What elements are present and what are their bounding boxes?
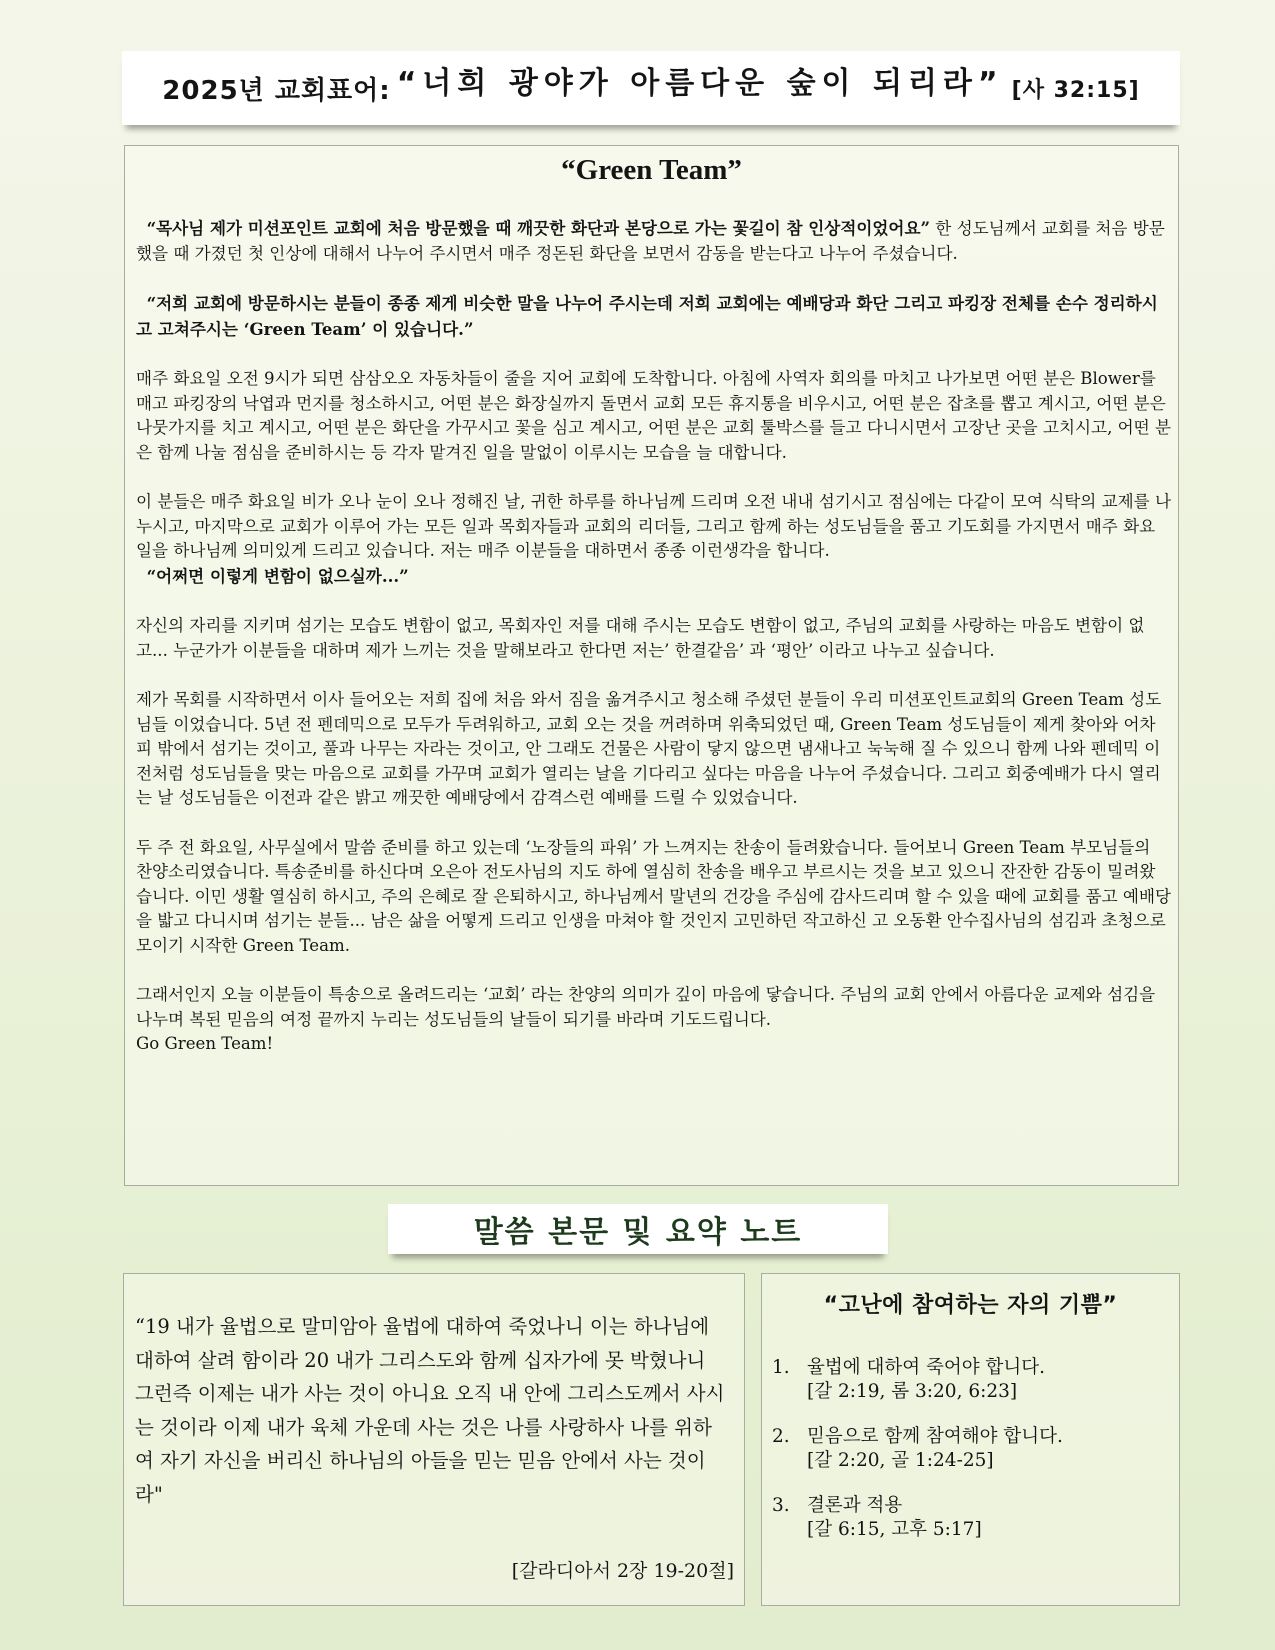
motto-reference: [사 32:15] — [1011, 77, 1140, 103]
sermon-point-text: 믿음으로 함께 참여해야 합니다. — [807, 1426, 1063, 1447]
article-paragraph-8-text: 그래서인지 오늘 이분들이 특송으로 올려드리는 ‘교회’ 라는 찬양의 의미가 깊이 마음에 닿습니다. 주님의 교회 안에서 아름다운 교제와 섬김을 나누며 복된 믿음의 여정 끝까지 누리는 성도님들의 날들이 되기를 바라며 기도드립니다. — [136, 985, 1156, 1029]
article-quote-1: “목사님 제가 미션포인트 교회에 처음 방문했을 때 깨끗한 화단과 본당으로 가는 꽃길이 참 인상적이었어요” — [146, 218, 931, 238]
sermon-point-number: 2. — [772, 1426, 790, 1447]
article-paragraph-7: 두 주 전 화요일, 사무실에서 말씀 준비를 하고 있는데 ‘노장들의 파워’ 가 느껴지는 찬송이 들려왔습니다. 들어보니 Green Team 부모님들의 찬양소리였습니다. 특송준비를 하신다며 오은아 전도사님의 지도 하에 열심히 찬송을 배우고 부르시는 것을 보고 있으니 잔잔한 감동이 밀려왔습니다. 이민 생활 열심히 하시고, 주의 은혜로 잘 은퇴하시고, 하나님께서 말년의 건강을 주심에 감사드리며 할 수 있을 때에 교회를 품고 예배당을 밟고 다니시며 섬기는 분들... 남은 삶을 어떻게 드리고 인생을 마쳐야 할 것인지 고민하던 작고하신 고 오동환 안수집사님의 섬김과 초청으로 모이기 시작한 Green Team. — [136, 837, 1171, 955]
sermon-point — [772, 1356, 1167, 1404]
sermon-title: “고난에 참여하는 자의 기쁨” — [823, 1293, 1118, 1318]
motto-banner — [122, 51, 1180, 125]
section-title: 말씀 본문 및 요약 노트 — [388, 1204, 888, 1254]
sermon-points-list — [772, 1356, 1167, 1563]
sermon-point-number: 1. — [772, 1357, 790, 1378]
sermon-point-text: 결론과 적용 — [807, 1495, 903, 1516]
motto-year-label: 2025년 교회표어: — [162, 75, 391, 106]
article-paragraph-1-text: 한 성도님께서 교회를 처음 방문했을 때 가졌던 첫 인상에 대해서 나누어 주시면서 매주 정돈된 화단을 보면서 감동을 받는다고 나누어 주셨습니다. — [136, 219, 1165, 263]
sermon-point — [772, 1494, 1167, 1542]
article-paragraph-6: 제가 목회를 시작하면서 이사 들어오는 저희 집에 처음 와서 짐을 옮겨주시고 청소해 주셨던 분들이 우리 미션포인트교회의 Green Team 성도님들 이었습니다. 5년 전 펜데믹으로 모두가 두려워하고, 교회 오는 것을 꺼려하며 위축되었던 때, Green Team 성도님들이 제게 찾아와 어차피 밖에서 섬기는 것이고, 풀과 나무는 자라는 것이고, 안 그래도 건물은 사람이 닿지 않으면 냄새나고 눅눅해 질 수 있으니 함께 나와 펜데믹 이전처럼 성도님들을 맞는 마음으로 교회를 가꾸며 교회가 열리는 날을 기다리고 싶다는 마음을 나누어 주셨습니다. 그리고 회중예배가 다시 열리는 날 성도님들은 이전과 같은 밝고 깨끗한 예배당에서 감격스런 예배를 드릴 수 있었습니다. — [136, 690, 1162, 807]
sermon-point-reference: [갈 6:15, 고후 5:17] — [807, 1519, 982, 1540]
article-paragraph-1 — [136, 216, 1171, 266]
motto-text: “너희 광야가 아름다운 숲이 되리라” — [396, 66, 1004, 101]
scripture-reference: [갈라디아서 2장 19-20절] — [511, 1560, 734, 1582]
article-paragraph-3: 매주 화요일 오전 9시가 되면 삼삼오오 자동차들이 줄을 지어 교회에 도착합니다. 아침에 사역자 회의를 마치고 나가보면 어떤 분은 Blower를 매고 파킹장의 낙엽과 먼지를 청소하시고, 어떤 분은 화장실까지 돌면서 교회 모든 휴지통을 비우시고, 어떤 분은 잡초를 뽑고 계시고, 어떤 분은 나뭇가지를 치고 계시고, 어떤 분은 화단을 가꾸시고 꽃을 심고 계시고, 어떤 분은 교회 툴박스를 들고 다니시면서 고장난 곳을 고치시고, 어떤 분은 함께 나눌 점심을 준비하시는 등 각자 맡겨진 일을 말없이 이루시는 모습을 늘 대합니다. — [136, 369, 1171, 462]
article-box — [124, 145, 1179, 1186]
sermon-point-text: 율법에 대하여 죽어야 합니다. — [807, 1357, 1045, 1378]
sermon-point-reference: [갈 2:19, 롬 3:20, 6:23] — [807, 1381, 1018, 1402]
sermon-point — [772, 1425, 1167, 1473]
article-body — [136, 216, 1171, 1082]
article-closing: Go Green Team! — [136, 1034, 274, 1053]
sermon-notes-box — [761, 1273, 1180, 1606]
sermon-point-reference: [갈 2:20, 골 1:24-25] — [807, 1450, 994, 1471]
article-paragraph-4-text: 이 분들은 매주 화요일 비가 오나 눈이 오나 정해진 날, 귀한 하루를 하나님께 드리며 오전 내내 섬기시고 점심에는 다같이 모여 식탁의 교제를 나누시고, 마지막으로 교회가 이루어 가는 모든 일과 목회자들과 교회의 리더들, 그리고 함께 하는 성도님들을 품고 기도회를 가지면서 매주 화요일을 하나님께 의미있게 드리고 있습니다. 저는 매주 이분들을 대하면서 종종 이런생각을 합니다. — [136, 492, 1171, 560]
article-quote-2: “저희 교회에 방문하시는 분들이 종종 제게 비슷한 말을 나누어 주시는데 저희 교회에는 예배당과 화단 그리고 파킹장 전체를 손수 정리하시고 고쳐주시는 ‘Green Team’ 이 있습니다.” — [136, 293, 1158, 339]
article-paragraph-4 — [136, 490, 1171, 589]
sermon-point-number: 3. — [772, 1495, 790, 1516]
article-paragraph-2 — [136, 291, 1171, 342]
article-title: “Green Team” — [561, 154, 742, 186]
article-paragraph-8 — [136, 983, 1171, 1057]
scripture-text: “19 내가 율법으로 말미암아 율법에 대하여 죽었나니 이는 하나님에 대하여 살려 함이라 20 내가 그리스도와 함께 십자가에 못 박혔나니 그런즉 이제는 내가 사는 것이 아니요 오직 내 안에 그리스도께서 사시는 것이라 이제 내가 육체 가운데 사는 것은 나를 사랑하사 나를 위하여 자기 자신을 버리신 하나님의 아들을 믿는 믿음 안에서 사는 것이라" — [135, 1315, 725, 1506]
article-quote-3: “어쩌면 이렇게 변함이 없으실까...” — [146, 565, 409, 586]
scripture-box — [123, 1273, 745, 1606]
article-paragraph-5: 자신의 자리를 지키며 섬기는 모습도 변함이 없고, 목회자인 저를 대해 주시는 모습도 변함이 없고, 주님의 교회를 사랑하는 마음도 변함이 없고... 누군가가 이분들을 대하며 제가 느끼는 것을 말해보라고 한다면 저는’ 한결같음’ 과 ‘평안’ 이라고 나누고 싶습니다. — [136, 616, 1145, 660]
